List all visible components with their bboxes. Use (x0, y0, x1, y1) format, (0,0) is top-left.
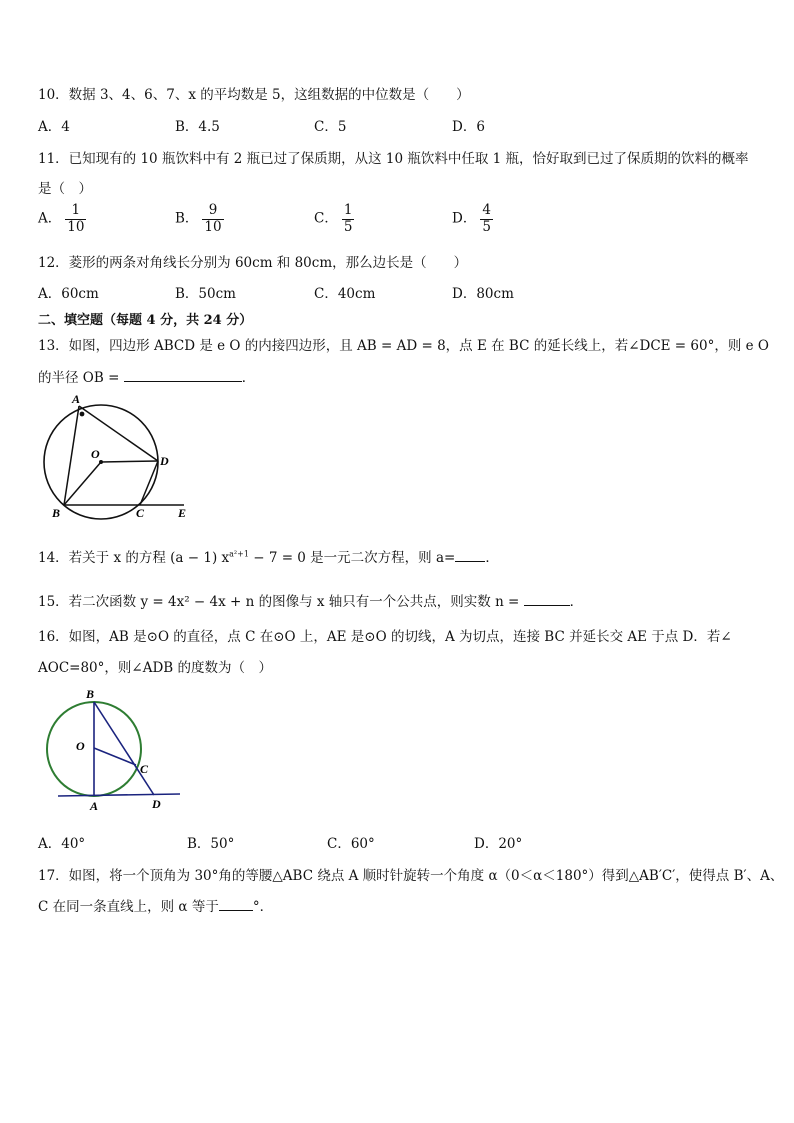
q11-option-d-fraction (480, 203, 493, 235)
label-a: A (90, 799, 99, 813)
q12-option-a: A．60cm (38, 286, 99, 302)
q13-circle-figure (36, 392, 196, 522)
q14-line (38, 546, 499, 566)
q12-stem: 12．菱形的两条对角线长分别为 60cm 和 80cm，那么边长是（ ） (38, 255, 468, 271)
fraction-denominator: 10 (204, 218, 222, 235)
q16-option-c: C．60° (327, 836, 375, 852)
label-c: C (136, 506, 145, 520)
q16-option-d: D．20° (474, 836, 523, 852)
q14-end: ． (485, 550, 499, 566)
section-title: 二、填空题（每题 4 分，共 24 分） (38, 313, 253, 328)
q13-line2-text: 的半径 OB = (38, 370, 120, 386)
q11-option-a (38, 203, 86, 235)
fraction-numerator: 1 (343, 202, 353, 218)
answer-blank (524, 593, 570, 606)
label-e: E (178, 506, 187, 520)
q11-option-b-label: B． (175, 210, 199, 227)
segment-bd (94, 702, 154, 795)
fraction-denominator: 5 (482, 218, 491, 235)
q12-option-c: C．40cm (314, 286, 376, 302)
answer-blank (124, 369, 242, 382)
q11-option-a-fraction (65, 203, 86, 235)
q12-option-d: D．80cm (452, 286, 514, 302)
segment-od (101, 461, 158, 462)
label-b: B (52, 506, 61, 520)
q15-end: ． (569, 594, 584, 610)
q11-option-a-label: A． (38, 210, 62, 227)
q11-option-c-label: C． (314, 210, 338, 227)
q14-post: − 7 = 0 是一元二次方程，则 a= (248, 550, 456, 566)
q17-line1: 17．如图，将一个顶角为 30°角的等腰△ABC 绕点 A 顺时针旋转一个角度 α（0＜α＜180°）得到△AB′C′，使得点 B′、A、 (38, 868, 784, 884)
q16-option-b: B．50° (187, 836, 235, 852)
fraction-denominator: 10 (67, 218, 85, 235)
q11-option-b (175, 203, 224, 235)
q12-option-b: B．50cm (175, 286, 236, 302)
tangent-ae (58, 794, 180, 796)
q17-line2-end: °． (252, 899, 274, 915)
q16-line2: AOC=80°，则∠ADB 的度数为（ ） (38, 660, 272, 676)
q10-stem: 10．数据 3、4、6、7、x 的平均数是 5，这组数据的中位数是（ ） (38, 87, 470, 103)
label-c: C (140, 762, 149, 776)
q17-line2 (38, 895, 273, 915)
q16-option-a: A．40° (38, 836, 86, 852)
q17-line2-text: C 在同一条直线上，则 α 等于 (38, 899, 219, 915)
fraction-denominator: 5 (343, 218, 353, 235)
q11-option-d-label: D． (452, 210, 477, 227)
q14-pre: 14．若关于 x 的方程 (a − 1) x (38, 550, 230, 566)
q11-stem-line2: 是（ ） (38, 181, 92, 197)
label-b: B (86, 687, 95, 701)
q11-option-c-fraction (342, 203, 355, 235)
q16-line1: 16．如图，AB 是⊙O 的直径，点 C 在⊙O 上，AE 是⊙O 的切线，A 为切点，连接 BC 并延长交 AE 于点 D．若∠ (38, 629, 732, 645)
q13-line2 (38, 366, 255, 386)
answer-blank (219, 898, 253, 911)
segment-dc (140, 461, 158, 505)
fraction-numerator: 9 (202, 203, 223, 220)
q11-option-c (314, 203, 354, 235)
q13-line1: 13．如图，四边形 ABCD 是 e O 的内接四边形，且 AB = AD = 8，点 E 在 BC 的延长线上，若∠DCE = 60°，则 e O (38, 338, 769, 354)
q15-pre: 15．若二次函数 y = 4x² − 4x + n 的图像与 x 轴只有一个公共点，则实数 n = (38, 594, 520, 610)
q16-circle-figure (38, 684, 188, 814)
q10-option-a: A．4 (38, 119, 70, 135)
fraction-numerator: 1 (65, 203, 86, 220)
answer-blank (455, 549, 485, 562)
fraction-numerator: 4 (482, 202, 491, 218)
q11-stem-line1: 11．已知现有的 10 瓶饮料中有 2 瓶已过了保质期，从这 10 瓶饮料中任取 1 瓶，恰好取到已过了保质期的饮料的概率 (38, 151, 749, 167)
q10-option-d: D．6 (452, 119, 485, 135)
label-o: O (76, 739, 85, 753)
q14-exponent: a²+1 (229, 549, 249, 559)
q11-option-b-fraction (202, 203, 223, 235)
label-d: D (152, 797, 161, 811)
point-marker (80, 412, 85, 417)
q10-option-c: C．5 (314, 119, 347, 135)
q13-line2-end: ． (241, 370, 256, 386)
label-d: D (160, 454, 169, 468)
q15-line (38, 590, 583, 610)
q11-option-d (452, 203, 493, 235)
label-a: A (72, 392, 81, 406)
label-o: O (91, 447, 100, 461)
q10-option-b: B．4.5 (175, 119, 220, 135)
